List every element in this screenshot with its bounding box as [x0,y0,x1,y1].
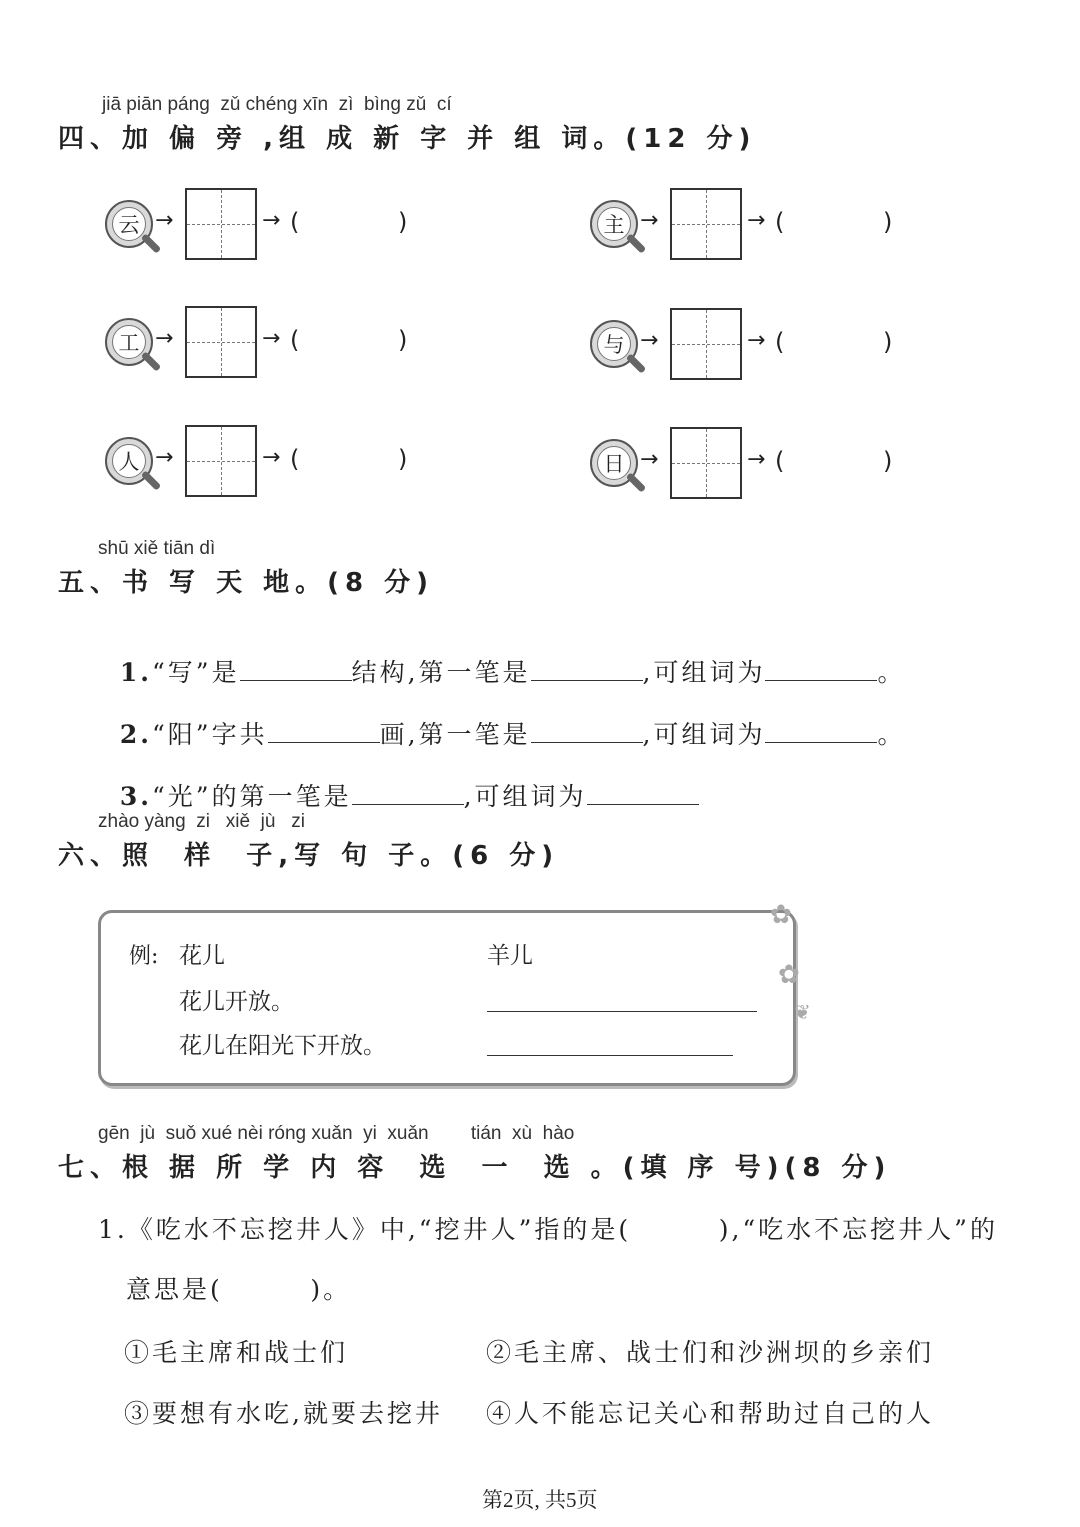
arrow-icon: → [262,445,281,470]
option-4: ④人不能忘记关心和帮助过自己的人 [486,1399,935,1428]
question-end: 。 [877,720,906,749]
magnifier-handle [141,351,162,372]
leaf-icon: ❦ [794,1000,811,1024]
writing-grid-box[interactable] [185,188,257,260]
arrow-icon: → [747,208,766,233]
answer-paren-open: ( [290,208,300,236]
answer-paren-close: ) [398,208,408,236]
writing-grid-box[interactable] [185,306,257,378]
magnifier-handle [626,353,647,374]
answer-paren-close: ) [883,447,893,475]
arrow-icon: → [640,447,659,472]
question-text: “写”是 [152,658,240,687]
answer-blank[interactable] [352,782,464,805]
answer-line-2[interactable] [487,1055,733,1056]
example-label: 例: [129,944,159,969]
question-number: 3. [119,782,153,811]
section5-question-2 [98,686,906,751]
question-number: 2. [119,720,153,749]
answer-blank[interactable] [531,720,643,743]
writing-grid-box[interactable] [185,425,257,497]
answer-paren-close: ) [883,208,893,236]
answer-paren-open: ( [775,328,785,356]
writing-grid-box[interactable] [670,188,742,260]
section5-question-3 [98,748,699,813]
answer-paren-open: ( [290,326,300,354]
magnifier-handle [141,233,162,254]
base-char: 与 [597,327,631,361]
answer-paren-close: ) [398,445,408,473]
magnifier-handle [626,472,647,493]
question-text: 画,第一笔是 [379,720,531,749]
answer-blank[interactable] [531,658,643,681]
arrow-icon: → [747,328,766,353]
question-text: ,可组词为 [642,658,766,687]
arrow-icon: → [640,328,659,353]
page-number: 第2页, 共5页 [482,1488,598,1512]
magnifier-handle [141,470,162,491]
question-number: 1. [119,658,153,687]
section6-pinyin: zhào yàng zi xiě jù zi [98,811,305,832]
example-sentence-1: 花儿开放。 [179,989,294,1015]
question-text: ,可组词为 [642,720,766,749]
answer-paren-close: ) [883,328,893,356]
arrow-icon: → [262,208,281,233]
answer-line-1[interactable] [487,1011,757,1012]
section5-pinyin: shū xiě tiān dì [98,538,216,559]
base-char: 云 [112,207,146,241]
question-text: “光”的第一笔是 [152,782,352,811]
magnifier-handle [626,233,647,254]
section7-question-1-line-2: 意思是( )。 [126,1275,352,1304]
answer-blank[interactable] [587,782,699,805]
target-word: 羊儿 [487,943,533,969]
question-text: 结构,第一笔是 [351,658,531,687]
arrow-icon: → [155,326,174,351]
base-char: 工 [112,325,146,359]
answer-blank[interactable] [240,658,352,681]
section4-title: 四、加 偏 旁 ,组 成 新 字 并 组 词。(12 分) [58,124,757,154]
section7-title: 七、根 据 所 学 内 容 选 一 选 。(填 序 号)(8 分) [58,1153,892,1183]
flower-icon: ✿ [770,900,792,930]
answer-blank[interactable] [765,658,877,681]
flower-icon: ✿ [778,960,800,990]
section6-title: 六、照 样 子,写 句 子。(6 分) [58,841,560,871]
question-text: ,可组词为 [463,782,587,811]
answer-paren-open: ( [290,445,300,473]
arrow-icon: → [747,447,766,472]
section7-question-1-line-1: 1.《吃水不忘挖井人》中,“挖井人”指的是( ),“吃水不忘挖井人”的 [98,1215,998,1244]
option-1: ①毛主席和战士们 [124,1338,349,1367]
answer-paren-open: ( [775,447,785,475]
arrow-icon: → [155,208,174,233]
base-char: 日 [597,446,631,480]
answer-blank[interactable] [268,720,380,743]
option-2: ②毛主席、战士们和沙洲坝的乡亲们 [486,1338,935,1367]
example-box [98,910,796,1086]
base-char: 主 [597,207,631,241]
example-word: 花儿 [179,943,225,969]
section7-pinyin: gēn jù suǒ xué nèi róng xuǎn yi xuǎn tián xù hào [98,1123,575,1144]
section5-question-1 [98,624,906,689]
section5-title: 五、书 写 天 地。(8 分) [58,568,435,598]
option-3: ③要想有水吃,就要去挖井 [124,1399,443,1428]
base-char: 人 [112,444,146,478]
question-end: 。 [877,658,906,687]
answer-paren-open: ( [775,208,785,236]
question-text: “阳”字共 [152,720,268,749]
arrow-icon: → [262,326,281,351]
writing-grid-box[interactable] [670,427,742,499]
section4-pinyin: jiā piān páng zǔ chéng xīn zì bìng zǔ cí [102,94,452,115]
answer-paren-close: ) [398,326,408,354]
answer-blank[interactable] [765,720,877,743]
writing-grid-box[interactable] [670,308,742,380]
arrow-icon: → [155,445,174,470]
example-sentence-2: 花儿在阳光下开放。 [179,1033,386,1059]
arrow-icon: → [640,208,659,233]
